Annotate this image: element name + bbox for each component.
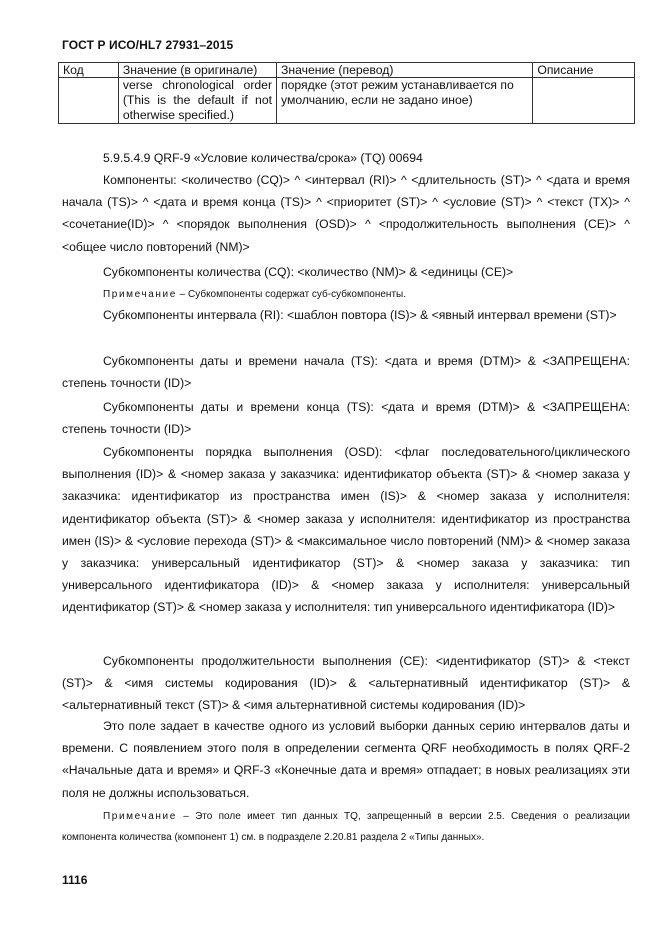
sub-duration-paragraph: Субкомпоненты продолжительности выполнения (CE): <идентификатор (ST)> & <текст (ST)> & <имя системы кодирования (ID)> & <альтернативный идентификатор (ST)> & <альтернативный текст (ST)> & <имя альтернативной системы кодирования (ID)> (62, 654, 630, 713)
column-header-code: Код (59, 63, 119, 78)
components-paragraph: Компоненты: <количество (CQ)> ^ <интервал (RI)> ^ <длительность (ST)> ^ <дата и время начала (TS)> ^ <дата и время конца (TS)> ^ <приоритет (ST)> ^ <условие (ST)> ^ <текст (TX)> ^ <сочетание(ID)> ^ <порядок выполнения (OSD)> ^ <продолжительность выполнения (CE)> ^ <общее число повторений (NM)> (62, 173, 630, 254)
sub-order-paragraph: Субкомпоненты порядка выполнения (OSD): <флаг последовательного/циклического выполнения (ID)> & <номер заказа у заказчика: идентификатор объекта (ST)> & <номер заказа у заказчика: идентификатор из пространства имен (IS)> & <номер заказа у исполнителя: идентификатор объекта (ST)> & <номер заказа у исполнителя: идентификатор из пространства имен (IS)> & <условие перехода (ST)> & <максимальное число повторений (NM)> & <номер заказа у заказчика: универсальный идентификатор (ST)> & <номер заказа у заказчика: тип универсального идентификатора (ID)> & <номер заказа у исполнителя: универсальный идентификатор (ST)> & <номер заказа у исполнителя: тип универсального идентификатора (ID)> (62, 445, 630, 615)
table-row (59, 78, 635, 124)
note-2-label: Примечание (103, 811, 177, 822)
sub-interval-paragraph: Субкомпоненты интервала (RI): <шаблон повтора (IS)> & <явный интервал времени (ST)> (103, 308, 617, 322)
sub-quantity-paragraph: Субкомпоненты количества (CQ): <количество (NM)> & <единицы (CE)> (103, 265, 514, 279)
column-header-description: Описание (533, 63, 635, 78)
page-number: 1116 (62, 873, 88, 887)
note-1 (62, 284, 630, 305)
code-table (58, 62, 635, 124)
document-header: ГОСТ Р ИСО/HL7 27931–2015 (62, 38, 234, 52)
field-description-paragraph: Это поле задает в качестве одного из условий выборки данных серию интервалов даты и времени. С появлением этого поля в определении сегмента QRF необходимость в полях QRF-2 «Начальные дата и время» и QRF-3 «Конечные дата и время» отпадает; в новых реализациях эти поля не должны использоваться. (62, 719, 630, 800)
cell-description (533, 78, 635, 124)
column-header-translation: Значение (перевод) (277, 63, 533, 78)
cell-original: verse chronological order (This is the default if not otherwise specified.) (118, 78, 276, 124)
note-2-text: – Это поле имеет тип данных TQ, запрещенный в версии 2.5. Сведения о реализации компонента количества (компонент 1) см. в подразделе 2.20.81 раздела 2 «Типы данных». (62, 811, 630, 843)
column-header-original: Значение (в оригинале) (118, 63, 276, 78)
table-header-row (59, 63, 635, 78)
cell-code (59, 78, 119, 124)
sub-start-paragraph: Субкомпоненты даты и времени начала (TS): <дата и время (DTM)> & <ЗАПРЕЩЕНА: степень точности (ID)> (62, 354, 630, 391)
note-1-label: Примечание (103, 289, 177, 300)
cell-translation: порядке (этот режим устанавливается по умолчанию, если не задано иное) (277, 78, 533, 124)
note-1-text: – Субкомпоненты содержат суб-субкомпоненты. (176, 289, 406, 300)
note-2 (62, 806, 630, 848)
section-heading: 5.9.5.4.9 QRF-9 «Условие количества/срока» (TQ) 00694 (103, 151, 423, 165)
sub-end-paragraph: Субкомпоненты даты и времени конца (TS): <дата и время (DTM)> & <ЗАПРЕЩЕНА: степень точности (ID)> (62, 400, 630, 437)
